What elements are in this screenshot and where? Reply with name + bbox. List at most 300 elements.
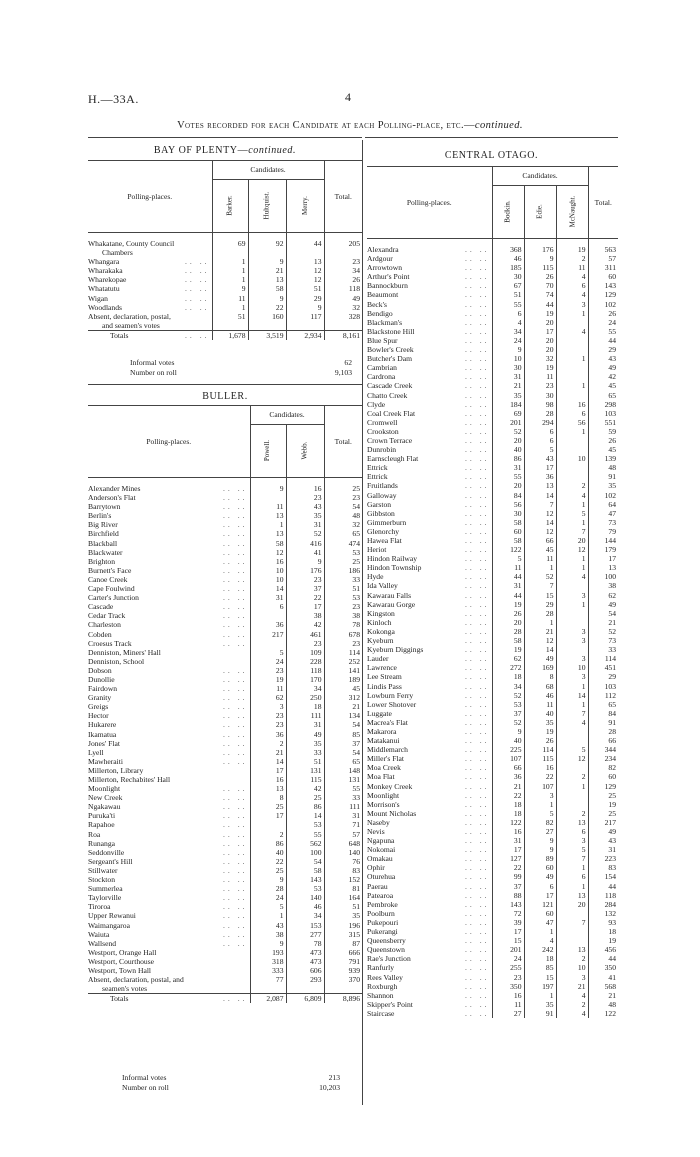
table-row xyxy=(367,500,618,509)
buller-info xyxy=(122,1073,362,1093)
candidate-votes: 170 xyxy=(286,675,324,684)
row-total: 17 xyxy=(588,554,618,563)
polling-place-name: Arthur's Point .. .. xyxy=(367,272,490,282)
candidate-votes: 40 xyxy=(250,848,286,857)
candidate-votes: 160 xyxy=(248,312,286,321)
candidate-votes: 44 xyxy=(286,233,324,249)
candidate-votes: 35 xyxy=(286,511,324,520)
candidate-votes: 318 xyxy=(250,957,286,966)
candidate-votes: 9 xyxy=(250,478,286,494)
table-row xyxy=(367,363,618,372)
polling-place-name: Lowburn Ferry .. .. xyxy=(367,690,490,700)
polling-place-name: Barrytown .. .. xyxy=(88,502,248,512)
table-row xyxy=(88,994,362,1004)
table-row xyxy=(88,848,362,857)
candidate-votes: 17 xyxy=(286,602,324,611)
table-row xyxy=(88,502,362,511)
candidate-votes: 1 xyxy=(556,381,588,390)
central-otago-title: CENTRAL OTAGO. xyxy=(444,150,539,161)
row-total: 44 xyxy=(588,882,618,891)
table-row xyxy=(88,529,362,538)
row-total: 65 xyxy=(324,757,362,766)
candidate-votes: 3 xyxy=(556,672,588,681)
candidate-votes: 24 xyxy=(492,954,524,963)
table-row xyxy=(88,657,362,666)
candidate-votes: 21 xyxy=(248,266,286,275)
row-total: 23 xyxy=(324,602,362,611)
candidate-votes: 473 xyxy=(286,957,324,966)
polling-place-name: Arrowtown .. .. xyxy=(367,263,490,273)
polling-place-name: Crown Terrace .. .. xyxy=(367,435,490,445)
row-total: 83 xyxy=(588,863,618,872)
table-row xyxy=(367,554,618,563)
table-row xyxy=(367,336,618,345)
table-row xyxy=(88,284,362,293)
candidate-votes xyxy=(556,763,588,772)
bop-col-total: Total. xyxy=(324,161,362,233)
candidate-votes: 5 xyxy=(492,554,524,563)
candidate-votes: 20 xyxy=(524,336,556,345)
table-row xyxy=(367,836,618,845)
table-row xyxy=(88,493,362,502)
candidate-votes: 3 xyxy=(556,300,588,309)
table-row xyxy=(367,454,618,463)
table-row xyxy=(367,891,618,900)
candidate-votes: 4 xyxy=(492,318,524,327)
row-total xyxy=(324,984,362,994)
bop-informal-label: Informal votes xyxy=(130,358,175,367)
table-row xyxy=(367,827,618,836)
polling-place-name: Tiroroa .. .. xyxy=(88,902,248,912)
table-row xyxy=(88,948,362,957)
row-total: 312 xyxy=(324,693,362,702)
table-row xyxy=(367,736,618,745)
candidate-votes: 89 xyxy=(524,854,556,863)
row-total: 83 xyxy=(324,866,362,875)
polling-place-name: Blackstone Hill .. .. xyxy=(367,326,490,336)
candidate-votes xyxy=(250,984,286,994)
row-total: 55 xyxy=(588,327,618,336)
candidate-votes: 22 xyxy=(250,857,286,866)
candidate-votes: 60 xyxy=(524,863,556,872)
table-row xyxy=(88,866,362,875)
bop-info xyxy=(130,358,362,378)
bop-informal-value: 62 xyxy=(344,358,352,367)
candidate-votes: 193 xyxy=(250,948,286,957)
polling-place-name: Seddonville .. .. xyxy=(88,847,248,857)
candidate-votes: 22 xyxy=(492,863,524,872)
candidate-votes: 67 xyxy=(492,281,524,290)
polling-place-name: Wigan .. .. xyxy=(88,293,210,303)
polling-place-name: Paerau .. .. xyxy=(367,881,490,891)
candidate-votes xyxy=(556,391,588,400)
row-total: 112 xyxy=(588,691,618,700)
candidate-votes: 34 xyxy=(286,684,324,693)
polling-place-name: Millerton, Rechabites' Hall xyxy=(88,775,171,784)
row-total: 29 xyxy=(588,672,618,681)
table-row xyxy=(367,472,618,481)
row-total: 205 xyxy=(324,233,362,249)
candidate-votes: 1 xyxy=(250,911,286,920)
table-row xyxy=(88,675,362,684)
table-row xyxy=(367,1000,618,1009)
candidate-votes: 16 xyxy=(524,763,556,772)
candidate-votes: 12 xyxy=(556,754,588,763)
row-total: 102 xyxy=(588,300,618,309)
row-total: 35 xyxy=(324,911,362,920)
candidate-votes: 416 xyxy=(286,539,324,548)
candidate-votes: 84 xyxy=(492,491,524,500)
polling-place-name: Moonlight .. .. xyxy=(367,790,490,800)
candidate-votes: 31 xyxy=(492,372,524,381)
candidate-votes: 86 xyxy=(250,839,286,848)
polling-place-name: Puruka'ti .. .. xyxy=(88,811,248,821)
candidate-votes: 16 xyxy=(250,557,286,566)
candidate-votes: 143 xyxy=(286,875,324,884)
polling-place-name: Moonlight .. .. xyxy=(88,784,248,794)
row-total: 81 xyxy=(324,884,362,893)
polling-place-name: Alexander Mines .. .. xyxy=(88,484,248,493)
row-total: 59 xyxy=(588,427,618,436)
candidate-votes: 35 xyxy=(286,739,324,748)
buller-col-place: Polling-places. xyxy=(88,406,250,478)
row-total: 131 xyxy=(324,775,362,784)
candidate-votes: 6 xyxy=(250,602,286,611)
candidate-votes: 184 xyxy=(492,400,524,409)
candidate-votes: 2 xyxy=(250,830,286,839)
candidate-votes: 20 xyxy=(492,618,524,627)
polling-place-name: Queensberry .. .. xyxy=(367,936,490,946)
row-total: 350 xyxy=(588,963,618,972)
candidate-votes: 14 xyxy=(250,757,286,766)
row-total: 55 xyxy=(324,784,362,793)
polling-place-name: Bowler's Creek .. .. xyxy=(367,345,490,355)
polling-place-name: Summerlea .. .. xyxy=(88,884,248,894)
candidate-votes: 3 xyxy=(556,654,588,663)
candidate-votes: 4 xyxy=(556,272,588,281)
candidate-votes: 473 xyxy=(286,948,324,957)
row-total: 298 xyxy=(588,400,618,409)
candidate-votes: 24 xyxy=(250,657,286,666)
candidate-votes: 26 xyxy=(492,609,524,618)
bop-roll-label: Number on roll xyxy=(130,368,177,377)
polling-place-name: Blue Spur .. .. xyxy=(367,335,490,345)
document-code: H.—33A. xyxy=(88,92,139,106)
row-total: 13 xyxy=(588,563,618,572)
row-total: 100 xyxy=(588,572,618,581)
candidate-votes: 91 xyxy=(524,1009,556,1018)
polling-place-name: Birchfield .. .. xyxy=(88,529,248,539)
candidate-votes: 12 xyxy=(524,636,556,645)
table-row xyxy=(367,545,618,554)
co-col-total: Total. xyxy=(588,167,618,239)
row-total: 34 xyxy=(324,266,362,275)
table-row xyxy=(88,966,362,975)
table-row xyxy=(88,784,362,793)
candidate-votes: 25 xyxy=(250,802,286,811)
candidate-votes: 31 xyxy=(250,593,286,602)
polling-place-name: Morrison's .. .. xyxy=(367,799,490,809)
polling-place-name: Alexandra .. .. xyxy=(367,245,490,254)
row-total: 64 xyxy=(588,500,618,509)
table-row xyxy=(88,957,362,966)
table-row xyxy=(367,354,618,363)
row-total: 939 xyxy=(324,966,362,975)
table-row xyxy=(88,478,362,494)
row-total: 111 xyxy=(324,802,362,811)
candidate-votes: 56 xyxy=(556,418,588,427)
candidate-votes: 11 xyxy=(492,563,524,572)
row-total: 65 xyxy=(588,391,618,400)
table-row xyxy=(88,930,362,939)
candidate-votes: 11 xyxy=(492,1000,524,1009)
co-col-candidates: Candidates. xyxy=(492,167,588,186)
candidate-votes: 17 xyxy=(524,463,556,472)
row-total: 65 xyxy=(324,529,362,538)
candidate-votes: 2 xyxy=(556,1000,588,1009)
central-otago-table xyxy=(367,166,618,1018)
candidate-votes: 62 xyxy=(492,654,524,663)
polling-place-name: Ida Valley .. .. xyxy=(367,581,490,591)
polling-place-name: Wallsend .. .. xyxy=(88,938,248,948)
table-row xyxy=(367,436,618,445)
candidate-votes: 22 xyxy=(492,791,524,800)
candidate-votes: 13 xyxy=(250,784,286,793)
row-total: 474 xyxy=(324,539,362,548)
polling-place-name: Kokonga .. .. xyxy=(367,626,490,636)
polling-place-name: Blackball .. .. xyxy=(88,538,248,548)
candidate-votes: 28 xyxy=(524,609,556,618)
candidate-votes: 9 xyxy=(286,303,324,312)
table-row xyxy=(367,818,618,827)
row-total: 134 xyxy=(324,711,362,720)
candidate-votes: 107 xyxy=(492,754,524,763)
polling-place-name: Shannon .. .. xyxy=(367,990,490,1000)
table-row xyxy=(367,372,618,381)
candidate-votes xyxy=(556,736,588,745)
polling-place-name: Clyde .. .. xyxy=(367,399,490,409)
row-total: 140 xyxy=(324,848,362,857)
row-total: 42 xyxy=(588,372,618,381)
candidate-votes: 228 xyxy=(286,657,324,666)
polling-place-name: Ngakawau .. .. xyxy=(88,802,248,812)
polling-place-name: Gimmerburn .. .. xyxy=(367,517,490,527)
table-row xyxy=(88,748,362,757)
candidate-votes: 1 xyxy=(556,427,588,436)
table-row xyxy=(367,572,618,581)
row-total: 49 xyxy=(588,827,618,836)
row-total: 45 xyxy=(324,684,362,693)
row-total: 234 xyxy=(588,754,618,763)
polling-place-name: Hawea Flat .. .. xyxy=(367,536,490,545)
row-total: 118 xyxy=(324,284,362,293)
candidate-votes: 36 xyxy=(250,730,286,739)
row-total: 47 xyxy=(588,509,618,518)
candidate-votes: 21 xyxy=(492,381,524,390)
polling-place-name: Chatto Creek .. .. xyxy=(367,390,490,400)
row-total: 48 xyxy=(324,511,362,520)
candidate-votes: 72 xyxy=(492,909,524,918)
row-total: 139 xyxy=(588,454,618,463)
candidate-votes: 4 xyxy=(556,290,588,299)
polling-place-name: Millerton, Library xyxy=(88,765,144,775)
top-rule-right xyxy=(365,137,618,138)
candidate-votes: 1,678 xyxy=(212,330,248,340)
polling-place-name: Blackwater .. .. xyxy=(88,547,248,557)
row-total: 315 xyxy=(324,930,362,939)
table-row xyxy=(367,281,618,290)
row-total: 344 xyxy=(588,745,618,754)
candidate-votes: 14 xyxy=(286,811,324,820)
candidate-votes: 250 xyxy=(286,693,324,702)
table-row xyxy=(367,239,618,255)
polling-place-name: Beaumont .. .. xyxy=(367,290,490,300)
row-total: 31 xyxy=(324,811,362,820)
table-row xyxy=(88,893,362,902)
candidate-votes: 2 xyxy=(556,954,588,963)
candidate-votes: 562 xyxy=(286,839,324,848)
table-row xyxy=(367,754,618,763)
table-row xyxy=(88,648,362,657)
table-row xyxy=(88,294,362,303)
candidate-votes: 6 xyxy=(556,872,588,881)
candidate-votes: 24 xyxy=(250,893,286,902)
candidate-votes: 255 xyxy=(492,963,524,972)
candidate-votes: 23 xyxy=(250,720,286,729)
candidate-votes: 169 xyxy=(524,663,556,672)
polling-place-name: Bendigo .. .. xyxy=(367,308,490,318)
table-row xyxy=(88,711,362,720)
polling-place-name: Hindon Township .. .. xyxy=(367,563,490,573)
row-total: 118 xyxy=(588,891,618,900)
row-total: 144 xyxy=(588,536,618,545)
candidate-votes: 21 xyxy=(250,748,286,757)
table-row xyxy=(367,254,618,263)
candidate-votes: 6 xyxy=(524,427,556,436)
candidate-votes xyxy=(556,318,588,327)
candidate-votes: 52 xyxy=(524,572,556,581)
candidate-votes: 15 xyxy=(524,973,556,982)
candidate-votes: 1 xyxy=(556,700,588,709)
table-row xyxy=(367,709,618,718)
polling-place-name: Rapahoe .. .. xyxy=(88,820,248,830)
candidate-votes: 3,519 xyxy=(248,330,286,340)
table-row xyxy=(88,702,362,711)
candidate-votes: 74 xyxy=(524,290,556,299)
row-total: 25 xyxy=(588,809,618,818)
table-row xyxy=(367,900,618,909)
row-total: 49 xyxy=(588,363,618,372)
candidate-votes: 7 xyxy=(524,581,556,590)
row-total: 8,896 xyxy=(324,994,362,1004)
candidate-votes: 201 xyxy=(492,945,524,954)
table-row xyxy=(88,820,362,829)
polling-place-name: Kinloch .. .. xyxy=(367,617,490,627)
table-row xyxy=(367,809,618,818)
candidate-votes: 23 xyxy=(524,381,556,390)
row-total: 29 xyxy=(588,345,618,354)
table-row xyxy=(88,839,362,848)
candidate-votes: 115 xyxy=(524,754,556,763)
candidate-votes: 1 xyxy=(556,600,588,609)
row-total: 103 xyxy=(588,409,618,418)
top-rule-left xyxy=(88,137,362,138)
buller-title: BULLER. xyxy=(202,391,248,402)
candidate-votes: 62 xyxy=(250,693,286,702)
row-total: 84 xyxy=(588,709,618,718)
candidate-votes: 5 xyxy=(556,745,588,754)
row-total: 85 xyxy=(324,730,362,739)
candidate-votes: 37 xyxy=(286,584,324,593)
row-total: 52 xyxy=(588,627,618,636)
candidate-votes: 15 xyxy=(492,936,524,945)
candidate-votes: 36 xyxy=(250,620,286,629)
table-row xyxy=(88,330,362,340)
candidate-votes xyxy=(556,336,588,345)
table-row xyxy=(88,602,362,611)
polling-place-name: Wharekopae .. .. xyxy=(88,275,210,285)
buller-informal-label: Informal votes xyxy=(122,1073,167,1082)
table-row xyxy=(367,672,618,681)
row-total: 678 xyxy=(324,630,362,639)
polling-place-name: Pukepouri .. .. xyxy=(367,917,490,927)
candidate-votes: 5 xyxy=(250,902,286,911)
candidate-votes xyxy=(556,436,588,445)
polling-place-name: Lindis Pass .. .. xyxy=(367,681,490,691)
table-row xyxy=(88,984,362,994)
polling-place-name: Totals .. .. xyxy=(88,330,212,340)
candidate-votes: 58 xyxy=(248,284,286,293)
row-total: 143 xyxy=(588,281,618,290)
polling-place-name: Jones' Flat .. .. xyxy=(88,738,248,748)
row-total: 25 xyxy=(588,791,618,800)
candidate-votes: 20 xyxy=(492,481,524,490)
candidate-votes: 6 xyxy=(556,827,588,836)
candidate-votes xyxy=(248,321,286,331)
candidate-votes: 29 xyxy=(286,294,324,303)
candidate-votes: 12 xyxy=(286,275,324,284)
table-row xyxy=(367,618,618,627)
candidate-votes: 98 xyxy=(524,400,556,409)
polling-place-name: Hukarere .. .. xyxy=(88,720,248,730)
candidate-votes: 10 xyxy=(556,663,588,672)
table-row xyxy=(88,684,362,693)
candidate-votes: 153 xyxy=(286,921,324,930)
row-total: 54 xyxy=(588,609,618,618)
row-total: 114 xyxy=(588,654,618,663)
candidate-votes: 6 xyxy=(524,436,556,445)
table-row xyxy=(88,584,362,593)
candidate-votes: 7 xyxy=(556,709,588,718)
polling-place-name: and seamen's votes xyxy=(102,320,160,330)
candidate-votes: 12 xyxy=(286,266,324,275)
table-row xyxy=(367,982,618,991)
candidate-votes: 32 xyxy=(524,354,556,363)
row-total: 563 xyxy=(588,239,618,255)
table-row xyxy=(88,884,362,893)
candidate-votes: 19 xyxy=(524,363,556,372)
table-row xyxy=(88,630,362,639)
candidate-votes: 1 xyxy=(556,518,588,527)
page-caption xyxy=(0,120,700,131)
row-total: 43 xyxy=(588,354,618,363)
candidate-votes xyxy=(212,321,248,331)
polling-place-name: Fruitlands .. .. xyxy=(367,481,490,491)
row-total: 217 xyxy=(588,818,618,827)
polling-place-name: Runanga .. .. xyxy=(88,838,248,848)
candidate-votes: 368 xyxy=(492,239,524,255)
row-total: 18 xyxy=(588,927,618,936)
